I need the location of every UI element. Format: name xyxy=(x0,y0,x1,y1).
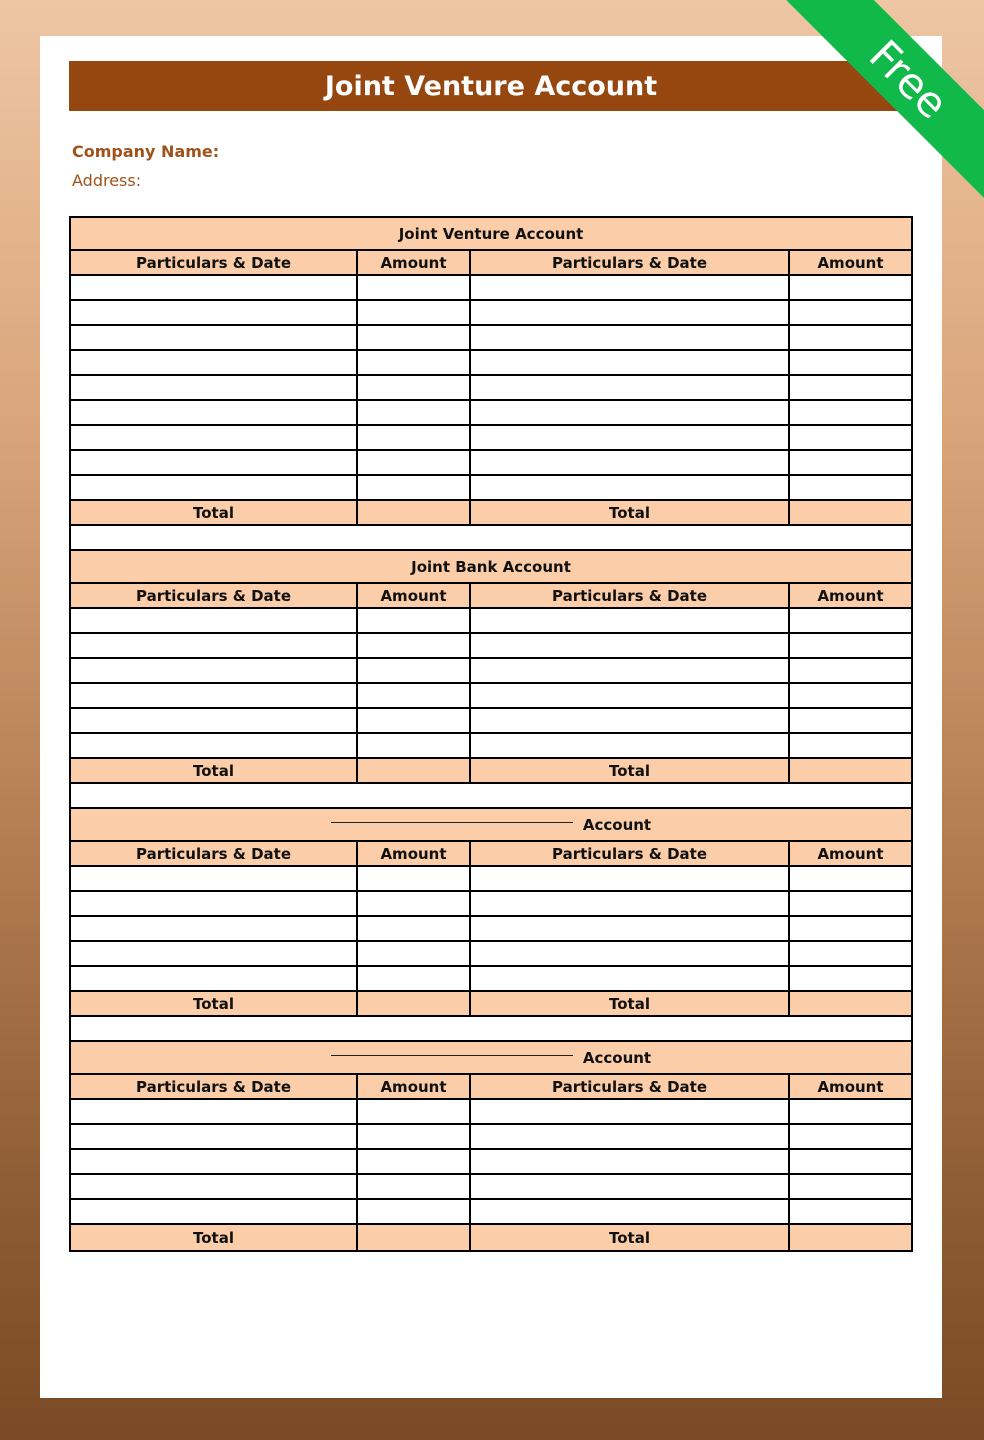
amount-header: Amount xyxy=(358,1075,471,1098)
document-page xyxy=(40,36,942,1398)
particulars-date-header: Particulars & Date xyxy=(471,584,790,607)
table-row xyxy=(71,401,911,426)
particulars-date-header: Particulars & Date xyxy=(71,251,358,274)
particulars-cell[interactable] xyxy=(71,376,358,399)
total-label: Total xyxy=(471,759,790,782)
column-header-row xyxy=(71,1075,911,1100)
amount-cell[interactable] xyxy=(790,401,911,424)
table-row xyxy=(71,734,911,759)
amount-cell[interactable] xyxy=(358,967,471,990)
section-title-text: Account xyxy=(582,815,652,834)
amount-cell[interactable] xyxy=(358,451,471,474)
particulars-cell[interactable] xyxy=(471,734,790,757)
amount-cell[interactable] xyxy=(790,1200,911,1223)
table-row xyxy=(71,351,911,376)
particulars-cell[interactable] xyxy=(71,1100,358,1123)
particulars-cell[interactable] xyxy=(71,351,358,374)
table-row xyxy=(71,659,911,684)
amount-cell[interactable] xyxy=(358,634,471,657)
particulars-cell[interactable] xyxy=(71,401,358,424)
particulars-cell[interactable] xyxy=(71,867,358,890)
particulars-cell[interactable] xyxy=(471,1150,790,1173)
particulars-date-header: Particulars & Date xyxy=(71,842,358,865)
total-amount-cell[interactable] xyxy=(790,992,911,1015)
total-row xyxy=(71,501,911,526)
ledger-table xyxy=(69,216,913,1252)
total-row xyxy=(71,992,911,1017)
amount-cell[interactable] xyxy=(790,609,911,632)
amount-cell[interactable] xyxy=(358,734,471,757)
particulars-cell[interactable] xyxy=(71,301,358,324)
particulars-cell[interactable] xyxy=(471,634,790,657)
free-ribbon xyxy=(764,0,984,220)
amount-cell[interactable] xyxy=(358,709,471,732)
amount-cell[interactable] xyxy=(790,1100,911,1123)
particulars-cell[interactable] xyxy=(471,376,790,399)
total-row xyxy=(71,759,911,784)
section-title-row xyxy=(71,1042,911,1075)
amount-cell[interactable] xyxy=(790,1150,911,1173)
particulars-cell[interactable] xyxy=(71,892,358,915)
amount-header: Amount xyxy=(817,844,884,863)
total-amount-cell[interactable] xyxy=(790,759,911,782)
table-row xyxy=(71,301,911,326)
table-row xyxy=(71,917,911,942)
amount-cell[interactable] xyxy=(358,917,471,940)
section-title-text: Joint Venture Account xyxy=(398,224,584,243)
section-title-text: Account xyxy=(582,1048,652,1067)
amount-cell[interactable] xyxy=(358,351,471,374)
particulars-cell[interactable] xyxy=(71,967,358,990)
table-row xyxy=(71,609,911,634)
total-label: Total xyxy=(71,759,358,782)
table-row xyxy=(71,1150,911,1175)
table-row xyxy=(71,867,911,892)
particulars-date-header: Particulars & Date xyxy=(71,584,358,607)
particulars-cell[interactable] xyxy=(471,426,790,449)
particulars-cell[interactable] xyxy=(71,1175,358,1198)
amount-cell[interactable] xyxy=(358,326,471,349)
total-row xyxy=(71,1225,911,1250)
particulars-cell[interactable] xyxy=(71,942,358,965)
particulars-cell[interactable] xyxy=(71,326,358,349)
particulars-cell[interactable] xyxy=(71,451,358,474)
particulars-cell[interactable] xyxy=(71,1150,358,1173)
section-title xyxy=(71,1042,911,1073)
amount-cell[interactable] xyxy=(358,1175,471,1198)
section-title-row xyxy=(71,551,911,584)
particulars-cell[interactable] xyxy=(471,942,790,965)
table-row xyxy=(71,892,911,917)
table-row xyxy=(71,376,911,401)
table-row xyxy=(71,709,911,734)
total-label: Total xyxy=(71,501,358,524)
particulars-cell[interactable] xyxy=(471,1125,790,1148)
particulars-date-header: Particulars & Date xyxy=(471,251,790,274)
total-amount-cell[interactable] xyxy=(790,501,911,524)
amount-cell[interactable] xyxy=(790,634,911,657)
particulars-cell[interactable] xyxy=(471,867,790,890)
column-header-row xyxy=(71,584,911,609)
amount-cell[interactable] xyxy=(790,326,911,349)
amount-header: Amount xyxy=(817,1077,884,1096)
particulars-cell[interactable] xyxy=(71,734,358,757)
amount-cell[interactable] xyxy=(790,476,911,499)
section-title-text: Joint Bank Account xyxy=(411,557,571,576)
amount-cell[interactable] xyxy=(358,476,471,499)
amount-cell[interactable] xyxy=(358,376,471,399)
amount-cell[interactable] xyxy=(358,684,471,707)
particulars-cell[interactable] xyxy=(471,1100,790,1123)
particulars-cell[interactable] xyxy=(471,967,790,990)
total-amount-cell[interactable] xyxy=(358,759,471,782)
spacer-cell xyxy=(71,1017,911,1040)
address-label: Address: xyxy=(72,171,142,190)
particulars-date-header: Particulars & Date xyxy=(471,842,790,865)
particulars-cell[interactable] xyxy=(471,1175,790,1198)
particulars-cell[interactable] xyxy=(471,709,790,732)
amount-cell[interactable] xyxy=(358,942,471,965)
table-row xyxy=(71,1125,911,1150)
amount-cell[interactable] xyxy=(790,709,911,732)
amount-cell[interactable] xyxy=(790,426,911,449)
amount-cell[interactable] xyxy=(358,426,471,449)
particulars-cell[interactable] xyxy=(71,609,358,632)
table-row xyxy=(71,451,911,476)
particulars-cell[interactable] xyxy=(71,476,358,499)
amount-cell[interactable] xyxy=(790,451,911,474)
amount-cell[interactable] xyxy=(790,1125,911,1148)
particulars-cell[interactable] xyxy=(471,301,790,324)
particulars-cell[interactable] xyxy=(471,351,790,374)
amount-header: Amount xyxy=(817,586,884,605)
particulars-cell[interactable] xyxy=(71,684,358,707)
amount-cell[interactable] xyxy=(358,276,471,299)
section-spacer xyxy=(71,1017,911,1042)
total-amount-cell[interactable] xyxy=(358,501,471,524)
amount-cell[interactable] xyxy=(358,1100,471,1123)
table-row xyxy=(71,634,911,659)
table-row xyxy=(71,967,911,992)
particulars-cell[interactable] xyxy=(71,634,358,657)
total-label: Total xyxy=(71,992,358,1015)
total-label: Total xyxy=(471,501,790,524)
amount-cell[interactable] xyxy=(790,351,911,374)
total-amount-cell[interactable] xyxy=(790,1225,911,1250)
account-name-blank[interactable] xyxy=(331,1055,573,1056)
table-row xyxy=(71,276,911,301)
amount-header: Amount xyxy=(358,842,471,865)
section-title-row xyxy=(71,218,911,251)
amount-cell[interactable] xyxy=(790,734,911,757)
particulars-date-header: Particulars & Date xyxy=(71,1075,358,1098)
particulars-cell[interactable] xyxy=(471,684,790,707)
table-row xyxy=(71,426,911,451)
amount-cell[interactable] xyxy=(790,942,911,965)
particulars-cell[interactable] xyxy=(71,709,358,732)
particulars-cell[interactable] xyxy=(71,1125,358,1148)
amount-cell[interactable] xyxy=(358,659,471,682)
amount-cell[interactable] xyxy=(358,1125,471,1148)
particulars-cell[interactable] xyxy=(71,917,358,940)
amount-cell[interactable] xyxy=(358,401,471,424)
amount-cell[interactable] xyxy=(790,917,911,940)
amount-header: Amount xyxy=(358,584,471,607)
amount-cell[interactable] xyxy=(790,684,911,707)
total-label: Total xyxy=(471,992,790,1015)
table-row xyxy=(71,1200,911,1225)
total-label: Total xyxy=(471,1225,790,1250)
amount-cell[interactable] xyxy=(790,1175,911,1198)
free-ribbon-label: Free xyxy=(770,0,984,218)
amount-cell[interactable] xyxy=(358,301,471,324)
page-title: Joint Venture Account xyxy=(69,61,913,111)
particulars-cell[interactable] xyxy=(471,609,790,632)
particulars-cell[interactable] xyxy=(71,1200,358,1223)
particulars-cell[interactable] xyxy=(471,659,790,682)
particulars-cell[interactable] xyxy=(471,401,790,424)
amount-cell[interactable] xyxy=(358,892,471,915)
particulars-cell[interactable] xyxy=(71,426,358,449)
table-row xyxy=(71,1100,911,1125)
company-name-label: Company Name: xyxy=(72,142,220,161)
particulars-cell[interactable] xyxy=(71,276,358,299)
amount-cell[interactable] xyxy=(358,1200,471,1223)
spacer-cell xyxy=(71,784,911,807)
amount-header: Amount xyxy=(358,251,471,274)
amount-cell[interactable] xyxy=(790,892,911,915)
amount-cell[interactable] xyxy=(358,609,471,632)
table-row xyxy=(71,684,911,709)
table-row xyxy=(71,1175,911,1200)
total-amount-cell[interactable] xyxy=(358,1225,471,1250)
section-title xyxy=(71,218,911,249)
particulars-date-header: Particulars & Date xyxy=(471,1075,790,1098)
amount-header: Amount xyxy=(817,253,884,272)
spacer-cell xyxy=(71,526,911,549)
table-row xyxy=(71,942,911,967)
particulars-cell[interactable] xyxy=(71,659,358,682)
amount-cell[interactable] xyxy=(790,659,911,682)
section-title-row xyxy=(71,809,911,842)
amount-cell[interactable] xyxy=(790,867,911,890)
table-row xyxy=(71,326,911,351)
total-amount-cell[interactable] xyxy=(358,992,471,1015)
table-row xyxy=(71,476,911,501)
section-title xyxy=(71,809,911,840)
particulars-cell[interactable] xyxy=(471,276,790,299)
section-spacer xyxy=(71,526,911,551)
section-spacer xyxy=(71,784,911,809)
particulars-cell[interactable] xyxy=(471,892,790,915)
particulars-cell[interactable] xyxy=(471,1200,790,1223)
amount-cell[interactable] xyxy=(358,1150,471,1173)
particulars-cell[interactable] xyxy=(471,476,790,499)
section-title xyxy=(71,551,911,582)
amount-cell[interactable] xyxy=(358,867,471,890)
total-label: Total xyxy=(71,1225,358,1250)
column-header-row xyxy=(71,842,911,867)
column-header-row xyxy=(71,251,911,276)
particulars-cell[interactable] xyxy=(471,326,790,349)
amount-cell[interactable] xyxy=(790,276,911,299)
account-name-blank[interactable] xyxy=(331,822,573,823)
amount-cell[interactable] xyxy=(790,967,911,990)
particulars-cell[interactable] xyxy=(471,917,790,940)
particulars-cell[interactable] xyxy=(471,451,790,474)
amount-cell[interactable] xyxy=(790,376,911,399)
amount-cell[interactable] xyxy=(790,301,911,324)
